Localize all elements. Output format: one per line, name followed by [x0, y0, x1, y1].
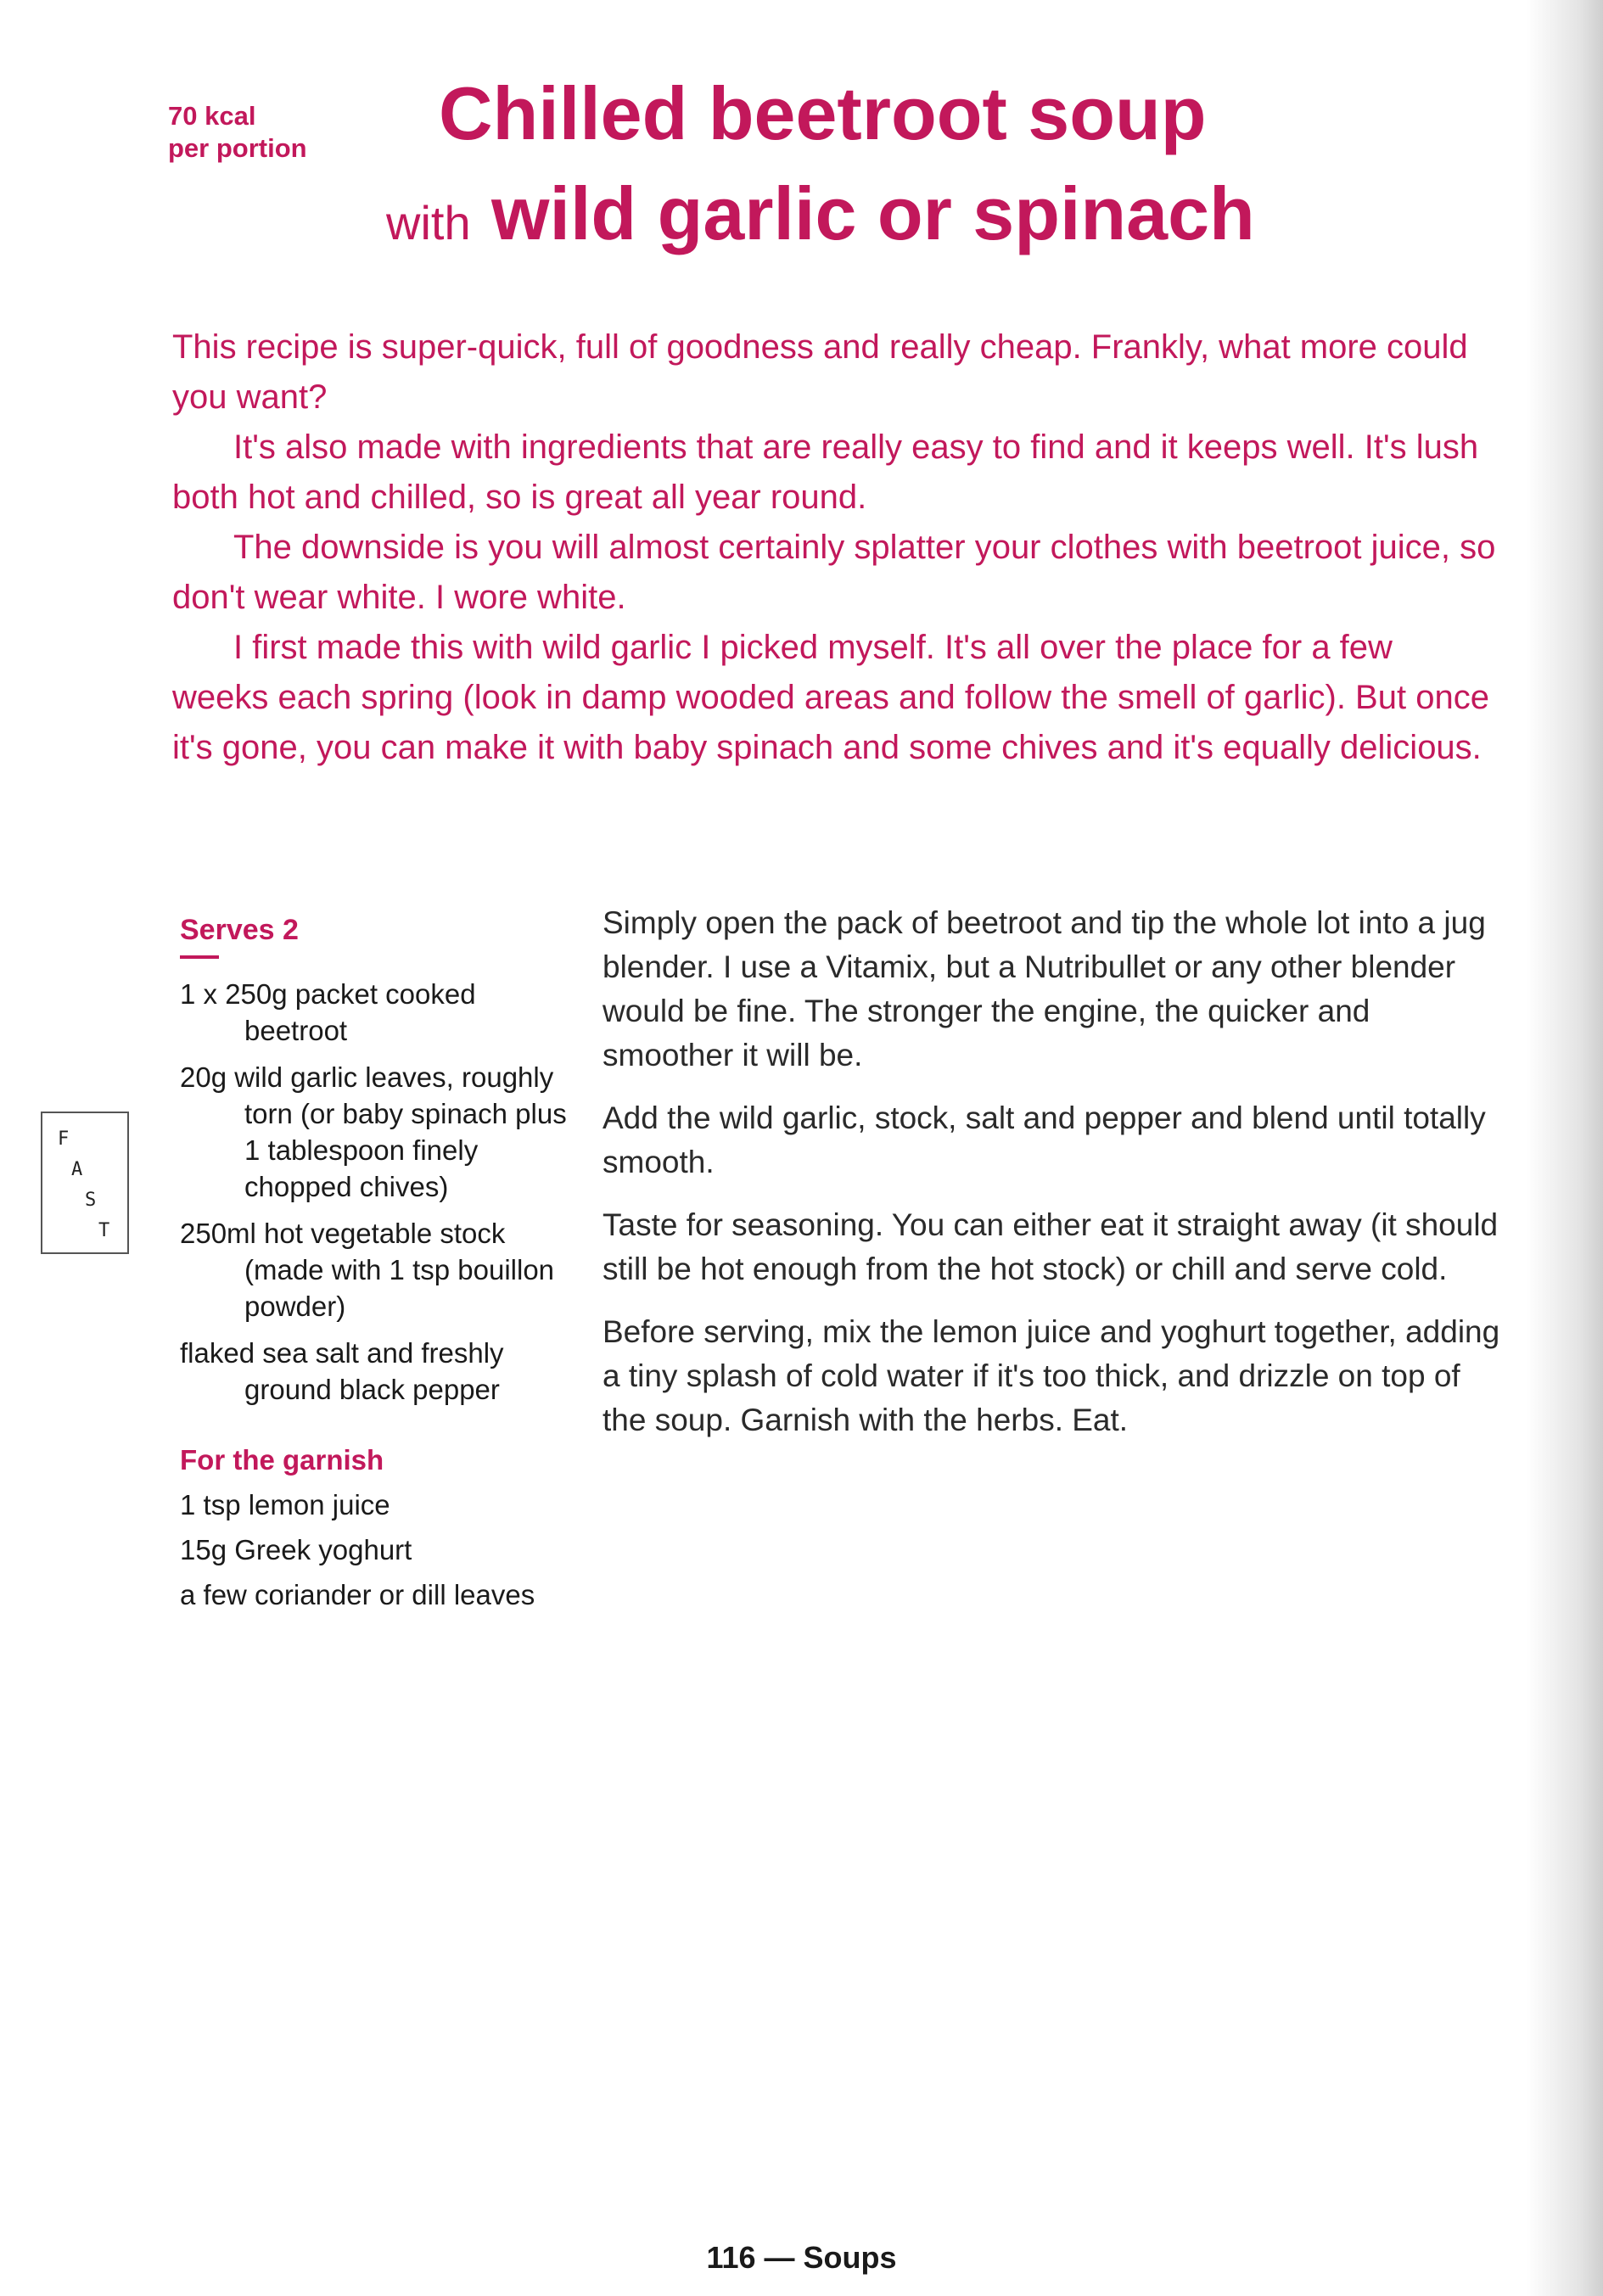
method-step: Before serving, mix the lemon juice and yoghurt together, adding a tiny splash of cold water if it's too thick, and drizzle on top of the soup. Garnish with the herbs. Eat.: [603, 1314, 1500, 1437]
method-step: Taste for seasoning. You can either eat it straight away (it should still be hot enough from the hot stock) or chill and serve cold.: [603, 1207, 1499, 1286]
fast-letter: F: [58, 1128, 70, 1150]
intro-paragraph: The downside is you will almost certainly splatter your clothes with beetroot juice, so don't wear white. I wore white.: [172, 529, 1496, 616]
page-edge-shadow: [1527, 0, 1603, 2296]
ingredient-item: flaked sea salt and freshly ground black pepper: [180, 1337, 504, 1405]
garnish-heading: For the garnish: [180, 1444, 384, 1476]
title-line-2-text: wild garlic or spinach: [491, 171, 1255, 255]
section-dash: [180, 955, 219, 959]
garnish-list: [180, 1487, 579, 1613]
intro-paragraph: This recipe is super-quick, full of goodness and really cheap. Frankly, what more could you want?: [172, 328, 1468, 416]
method-step: Simply open the pack of beetroot and tip the whole lot into a jug blender. I use a Vitamix, but a Nutribullet or any other blender would be fine. The stronger the engine, the quicker and smoother it will be.: [603, 905, 1486, 1072]
garnish-item: a few coriander or dill leaves: [180, 1579, 535, 1610]
ingredients-column: [180, 912, 579, 1621]
garnish-item: 1 tsp lemon juice: [180, 1489, 390, 1520]
page-footer: 116 — Soups: [706, 2240, 897, 2275]
intro-paragraph: It's also made with ingredients that are really easy to find and it keeps well. It's lush both hot and chilled, so is great all year round.: [172, 428, 1479, 516]
title-line-2: [386, 164, 1404, 273]
ingredient-item: 250ml hot vegetable stock (made with 1 tsp bouillon powder): [180, 1218, 555, 1322]
recipe-title: [386, 64, 1404, 273]
title-line-1: Chilled beetroot soup: [439, 71, 1207, 155]
ingredient-list: [180, 976, 579, 1408]
calorie-note: [168, 100, 389, 165]
garnish-item: 15g Greek yoghurt: [180, 1534, 412, 1565]
ingredient-item: 1 x 250g packet cooked beetroot: [180, 978, 476, 1046]
fast-letter: S: [85, 1190, 97, 1211]
method-column: [603, 901, 1502, 1461]
per-portion-label: per portion: [168, 133, 307, 163]
method-step: Add the wild garlic, stock, salt and pepper and blend until totally smooth.: [603, 1100, 1486, 1179]
kcal-value: 70 kcal: [168, 101, 256, 131]
title-with: with: [386, 196, 471, 249]
intro-paragraph: I first made this with wild garlic I picked myself. It's all over the place for a few weeks each spring (look in damp wooded areas and follow the smell of garlic). But once it's gone, you can make it with baby spinach and some chives and it's equally delicious.: [172, 629, 1489, 766]
fast-letter: T: [98, 1220, 110, 1241]
fast-letter: A: [71, 1159, 83, 1180]
fast-badge: [41, 1112, 129, 1254]
serves-label: Serves 2: [180, 914, 299, 946]
ingredient-item: 20g wild garlic leaves, roughly torn (or baby spinach plus 1 tablespoon finely chopped chives): [180, 1061, 567, 1202]
intro-text: [172, 322, 1496, 773]
